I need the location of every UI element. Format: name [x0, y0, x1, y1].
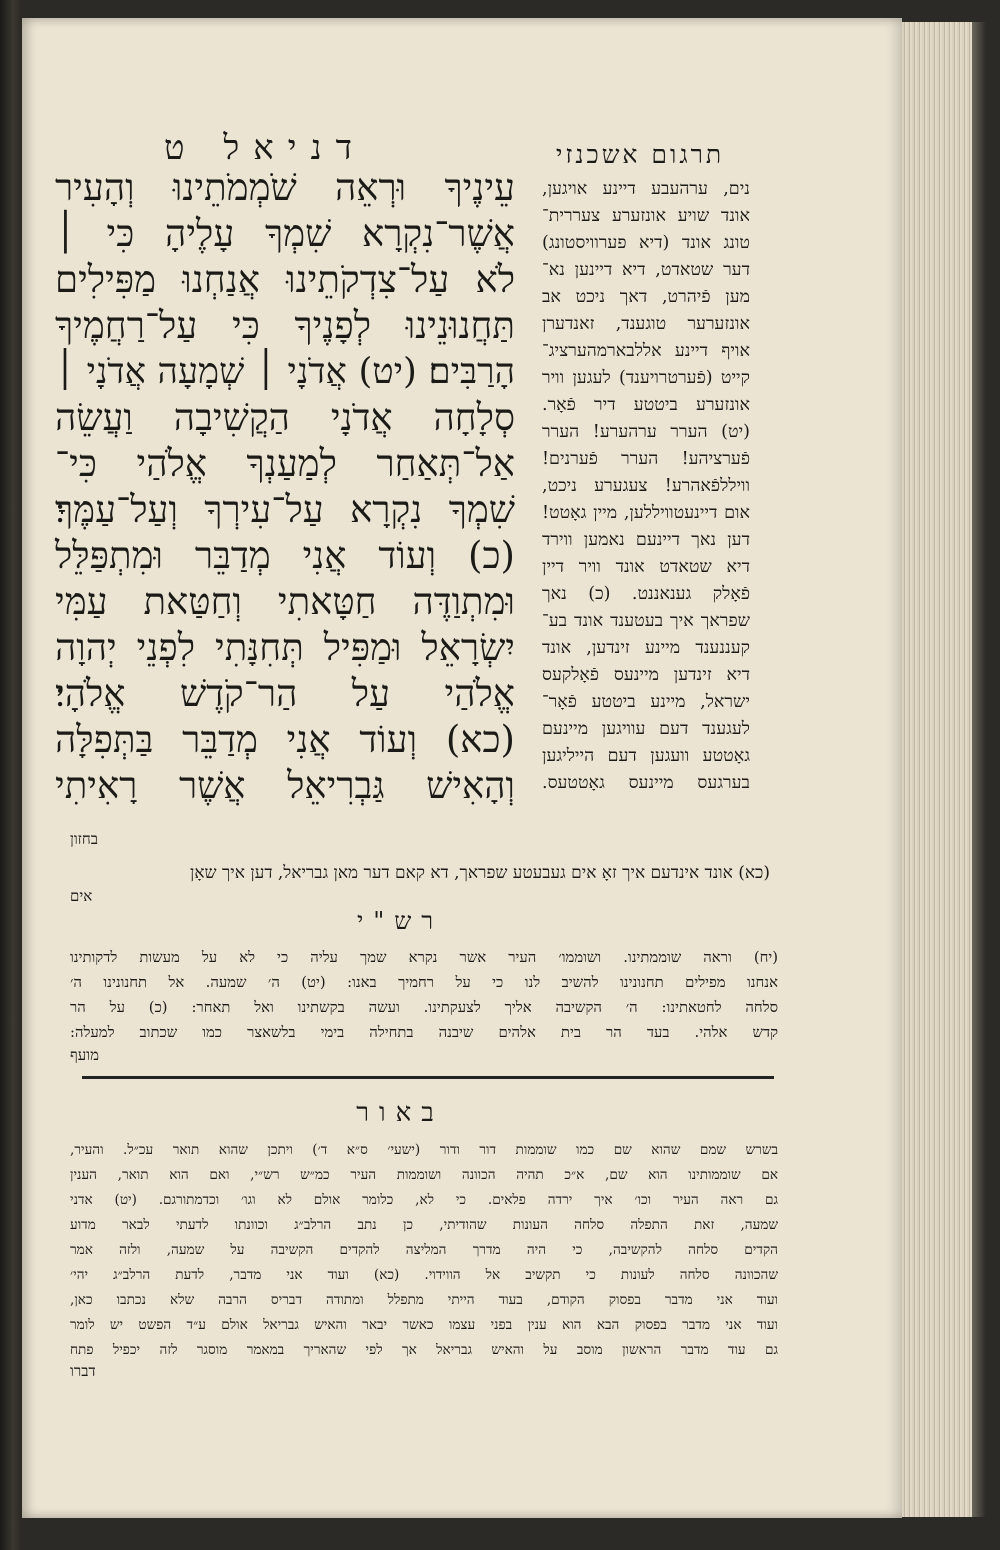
continuation-catchword: אים [70, 887, 93, 905]
main-text-line: יִשְׂרָאֵל וּמַפִּיל תְּחִנָּתִי לִפְנֵי יְהוָה [55, 626, 515, 669]
main-text-line: לֹא עַל־צִדְקֹתֵינוּ אֲנַחְנוּ מַפִּילִים [55, 258, 515, 301]
biur-line: שהכוונה סלחה לעונות כי תקשיב אל הווידוי. (כא) ועוד אני מדבר, לדעת הרלב״ג יהי׳ [70, 1267, 778, 1283]
rashi-line: סלחה לחטאתינו: ה׳ הקשיבה אליך לצעקתינו. ועשה בקשתינו ואל תאחר: (כ) על הר [70, 999, 778, 1016]
main-text-line: הָרַבִּים׃ (יט) אֲדֹנָי ׀ שְׁמָעָה אֲדֹנָי ׀ [55, 351, 515, 392]
translation-continuation: (כא) אונד אינדעם איך זאָ אים געבעטע שפראך, דא קאם דער מאן גבריאל, דען איך שאָן [189, 863, 770, 883]
rashi-line: (יח) וראה שוממתינו. ושוממו׳ העיר אשר נקרא שמך עליה כי לא על מעשות לדקותינו [70, 949, 778, 966]
main-text-line: וּמִתְוַדֶּה חַטָּאתִי וְחַטַּאת עַמִּי [55, 580, 515, 623]
biur-line: ועוד אני מדבר בפסוק הקודם, בעוד הייתי מתפלל ומתודה דבריס הרבה שלא נכתבו כאן, [70, 1292, 778, 1308]
rashi-line: קדש אלהי. בעד הר בית אלהים שיבנה בתחילה בימי בלשאצר כמו שכתוב למעלה: [70, 1024, 778, 1041]
biur-line: הקדים סלחה להקשיבה, כי היה מדרך המליצה להקדים הקשיבה על שמעה, ולזה אמר [70, 1242, 778, 1258]
section-divider [82, 1076, 774, 1079]
translation-title: תרגום אשכנזי [555, 140, 725, 169]
translation-line: דיא זינדען מיינעס פֿאָלקעס [542, 665, 750, 685]
translation-line: דיא שטאדט אונד וויר דיין [542, 557, 750, 577]
translation-line: קייט (פֿערטרויענד) לעגען וויר [542, 368, 750, 388]
translation-line: פֿאָלק גענאננט. (כ) נאך [542, 584, 750, 604]
translation-line: וויללפֿאהרע! צעגערע ניכט, [542, 476, 750, 496]
rashi-title: רש"י [356, 907, 444, 935]
translation-line: נים, ערהעבע דיינע אויגען, [542, 179, 750, 199]
main-text-line: עֵינֶיךָ וּרְאֵה שֹׁמְמֹתֵינוּ וְהָעִיר [55, 166, 515, 209]
biur-line: גם ראה העיר וכו׳ איך ירדה פלאים. כי לא, כלומר אולם לא וגו׳ וכדמתורגם. (יט) אדני [70, 1192, 778, 1208]
translation-line: אונזערע ביטטע דיר פֿאָר. [542, 395, 750, 415]
book-title: דניאל ט [164, 128, 366, 168]
translation-line: לעגענד דעם עוויגען מיינעם [542, 719, 750, 739]
main-text-line: אֲשֶׁר־נִקְרָא שִׁמְךָ עָלֶיהָ כִּי ׀ [55, 212, 515, 255]
translation-line: קעננענד מיינע זינדען, אונד [542, 638, 750, 658]
biur-line: בשרש שמם שהוא שם כמו שוממות דור ודור (ישעי׳ ס״א ד׳) ויתכן שהוא תואר עכ״ל. והעיר, [70, 1142, 778, 1158]
rashi-line: אנחנו מפילים תחנונינו להשיב לנו כי על רחמיך באנו: (יט) ה׳ שמעה. אל תחנונינו ה׳ [70, 974, 778, 991]
translation-line: טונג אונד (דיא פערוויסטונג) [542, 233, 750, 253]
biur-catchword: דברו [70, 1362, 96, 1380]
biur-title: באור [356, 1098, 444, 1128]
biur-line: ועוד אני מדבר בפסוק הבא הוא ענין בפני עצמו כאשר יבאר והאיש גבריאל אולם ע״ד הפשט יש לומר [70, 1317, 778, 1333]
main-text-line: אַל־תְּאַחַר לְמַעַנְךָ אֱלֹהַי כִּי־ [55, 442, 515, 485]
translation-line: אום דיינעטוויללען, מיין גאָטט! [542, 503, 750, 523]
biur-line: שמעה, זאת התפלה סלחה העונות שהודיתי, כן נתב הרלב״ג וכוונתו לדעתי לבאר מדוע [70, 1217, 778, 1233]
page-edges [902, 22, 972, 1517]
main-text-line: אֱלֹהַי עַל הַר־קֹדֶשׁ אֱלֹהָי׃ [55, 672, 515, 715]
translation-line: גאָטטע וועגען דעם הייליגען [542, 746, 750, 766]
translation-line: אונזערער טוגענד, זאנדערן [542, 314, 750, 334]
translation-line: שפראך איך בעטענד אונד בע־ [542, 611, 750, 631]
translation-line: אויף דיינע אללבארמהערציג־ [542, 341, 750, 361]
main-text-line: תַּחֲנוּנֵינוּ לְפָנֶיךָ כִּי עַל־רַחֲמֶיךָ [55, 304, 515, 347]
translation-line: מען פֿיהרט, דאך ניכט אב [542, 287, 750, 307]
translation-line: בערגעס מיינעס גאָטטעס. [542, 773, 750, 793]
translation-line: דען נאך דיינעם נאמען ווירד [542, 530, 750, 550]
main-catchword: בחזון [70, 830, 98, 848]
main-text-line: שִׁמְךָ נִקְרָא עַל־עִירְךָ וְעַל־עַמֶּךָ׃ [55, 488, 515, 531]
book-binding [0, 0, 22, 1550]
rashi-catchword: מועף [70, 1046, 99, 1064]
translation-line: אונד שויע אונזערע צעררית־ [542, 206, 750, 226]
biur-line: גם עוד מדבר הראשון מוסב על והאיש גבריאל אך לפי שהאריך במאמר מוסגר לזה יכפיל פתח [70, 1342, 778, 1358]
main-text-line: וְהָאִישׁ גַּבְרִיאֵל אֲשֶׁר רָאִיתִי [55, 764, 515, 807]
translation-line: ישראל, מיינע ביטטע פֿאָר־ [542, 692, 750, 712]
translation-line: (יט) הערר ערהערע! הערר [542, 422, 750, 442]
main-text-line: (כא) וְעוֹד אֲנִי מְדַבֵּר בַּתְּפִלָּה [55, 718, 515, 761]
translation-line: פֿערציהע! הערר פֿערנים! [542, 449, 750, 469]
main-text-line: סְלָחָה אֲדֹנָי הַקֲשִׁיבָה וַעֲשֵׂה [55, 396, 515, 439]
main-text-line: (כ) וְעוֹד אֲנִי מְדַבֵּר וּמִתְפַּלֵּל [55, 534, 515, 577]
biur-line: אם שוממותינו הוא שם, א״כ תהיה הכוונה ושוממות העיר כמ״ש רש״י, ואם הוא תואר, הענין [70, 1167, 778, 1183]
translation-line: דער שטאדט, דיא דיינען נא־ [542, 260, 750, 280]
